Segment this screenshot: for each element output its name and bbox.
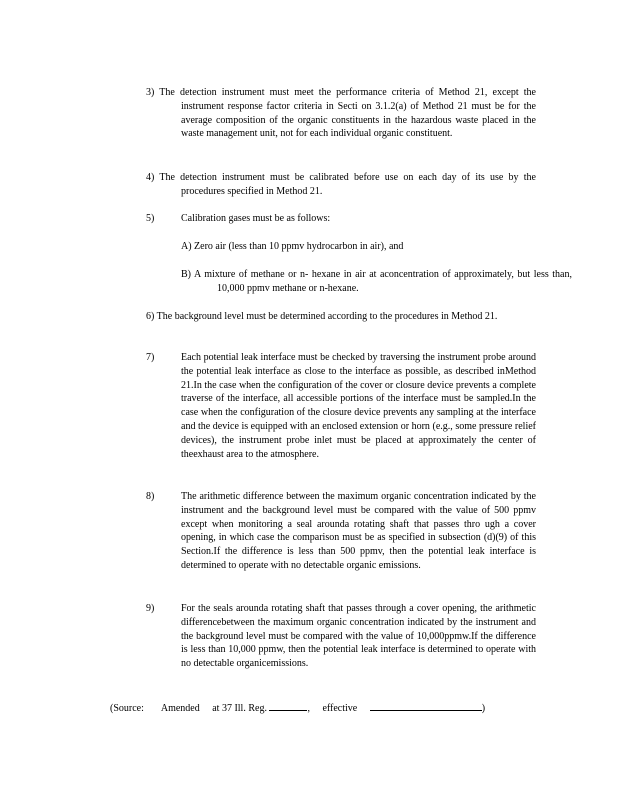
item-5-text: Calibration gases must be as follows: (181, 213, 331, 224)
item-3-paragraph (146, 86, 536, 141)
source-amended: Amended (160, 703, 200, 714)
item-6-paragraph (146, 310, 536, 324)
item-8-text: The arithmetic difference between the maximum organic concentration indicated by the instrument and the background level must be compared with the value of 500 ppmv except when monitoring a seal arounda rotating shaft that passes thro ugh a cover opening, in which case the comparison must be as specified in subsection (d)(9) of this Section.If the difference is less than 500 ppmv, then the potential leak interface is determined to operate with no detectable organic emissions. (181, 491, 536, 571)
item-7-number: 7) (146, 352, 155, 363)
item-4-number: 4) (146, 172, 155, 183)
item-4-text: The detection instrument must be calibrated before use on each day of its use by the procedures specified in Method 21. (159, 172, 536, 197)
subitem-5b: B) A mixture of methane or n- hexane in air at aconcentration of approximately, but less than, 10,000 ppmv methane or n-hexane. (181, 269, 572, 294)
source-close: ) (481, 703, 486, 714)
source-register-ref: at 37 Ill. Reg. (212, 703, 267, 714)
item-8-number: 8) (146, 491, 155, 502)
item-6-number: 6) (146, 311, 155, 322)
register-page-blank[interactable] (269, 700, 307, 711)
list-item-3 (146, 86, 536, 141)
effective-date-blank[interactable] (370, 700, 482, 711)
item-3-number: 3) (146, 87, 155, 98)
list-item-5 (146, 212, 536, 226)
item-9-number: 9) (146, 603, 155, 614)
source-comma: , (307, 703, 310, 714)
item-6-text: The background level must be determined according to the procedures in Method 21. (156, 311, 498, 322)
source-open: (Source: (110, 703, 144, 714)
subitem-5a: A) Zero air (less than 10 ppmv hydrocarbon in air), and (181, 241, 404, 252)
list-item-7 (146, 351, 536, 461)
source-effective: effective (322, 703, 358, 714)
list-item-4 (146, 171, 536, 199)
list-item-9 (146, 602, 536, 671)
item-3-text: The detection instrument must meet the performance criteria of Method 21, except the instrument response factor criteria in Secti on 3.1.2(a) of Method 21 must be for the average composition of the organic constituents in the hazardous waste placed in the waste management unit, not for each individual organic constituent. (159, 87, 536, 140)
item-7-text: Each potential leak interface must be checked by traversing the instrument probe around the potential leak interface as close to the interface as possible, as described inMethod 21.In the case when the configuration of the cover or closure device prevents a complete traverse of the interface, all accessible portions of the interface must be sampled.In the case when the configuration of the closure device prevents any sampling at the interface and the device is equipped with an enclosed extension or horn (e.g., some pressure relief devices), the instrument probe inlet must be placed at approximately the center of theexhaust area to the atmosphere. (181, 352, 536, 460)
list-item-8 (146, 490, 536, 573)
item-5-number: 5) (146, 213, 155, 224)
source-note (110, 700, 485, 716)
list-item-6 (146, 310, 536, 324)
item-9-text: For the seals arounda rotating shaft that passes through a cover opening, the arithmetic differencebetween the maximum organic concentration indicated by the instrument and the background level must be compared with the value of 10,000ppmw.If the difference is less than 10,000 ppmw, then the potential leak interface is determined to operate with no detectable organicemissions. (181, 603, 536, 670)
item-4-paragraph (146, 171, 536, 199)
